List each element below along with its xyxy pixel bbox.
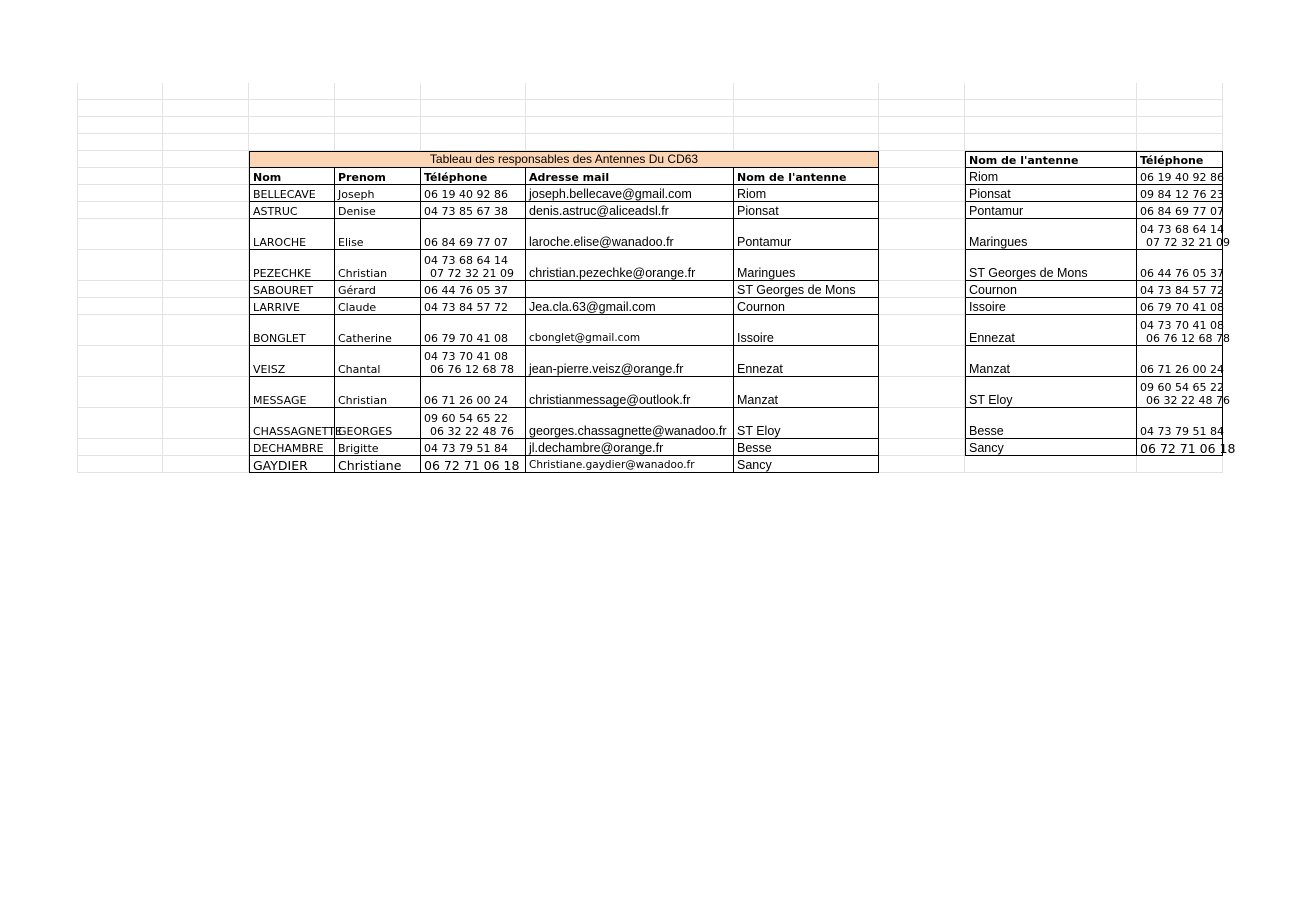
empty-cell[interactable] [163, 83, 249, 100]
cell-text: Issoire [969, 300, 1006, 314]
empty-cell[interactable] [77, 439, 163, 456]
mail-cell[interactable] [526, 298, 734, 315]
mail-cell[interactable] [526, 315, 734, 346]
empty-cell[interactable] [163, 250, 249, 281]
phone-number: 06 71 26 00 24 [1140, 363, 1224, 376]
phone-number: 09 60 54 65 22 [1140, 381, 1224, 394]
antenne-cell[interactable] [734, 202, 879, 219]
mail-cell[interactable] [526, 439, 734, 456]
prenom-cell[interactable] [335, 202, 421, 219]
table-row [77, 185, 1223, 202]
phone-number: 04 73 84 57 72 [1140, 284, 1224, 297]
phone-number: 07 72 32 21 09 [430, 267, 514, 280]
empty-cell[interactable] [163, 456, 249, 473]
empty-cell[interactable] [77, 250, 163, 281]
cell-text: LAROCHE [253, 236, 307, 249]
nom-cell[interactable] [249, 298, 335, 315]
cell-text: Maringues [737, 266, 796, 280]
side-telephone-cell[interactable] [1137, 377, 1230, 408]
table-row [77, 315, 1230, 346]
empty-cell[interactable] [965, 83, 1137, 100]
cell-text: VEISZ [253, 363, 286, 376]
cell-text: Jea.cla.63@gmail.com [529, 300, 656, 314]
cell-text: Claude [338, 301, 377, 314]
empty-cell[interactable] [734, 134, 879, 151]
cell-text: Pontamur [737, 235, 792, 249]
empty-cell[interactable] [421, 134, 526, 151]
cell-text: Manzat [969, 362, 1010, 376]
cell-text: MESSAGE [253, 394, 307, 407]
cell-text: Issoire [737, 331, 774, 345]
phone-number: 06 72 71 06 18 [424, 458, 520, 473]
empty-cell[interactable] [421, 117, 526, 134]
empty-cell[interactable] [879, 151, 965, 168]
mail-cell[interactable] [526, 185, 734, 202]
empty-cell[interactable] [879, 315, 965, 346]
phone-number: 04 73 79 51 84 [424, 442, 508, 455]
empty-cell[interactable] [1137, 117, 1223, 134]
cell-text: Cournon [969, 283, 1017, 297]
empty-cell[interactable] [421, 100, 526, 117]
phone-number: 06 19 40 92 86 [424, 188, 508, 201]
cell-text: Téléphone [424, 171, 488, 184]
side-antenne-cell[interactable] [965, 346, 1137, 377]
side-telephone-cell[interactable] [1137, 168, 1223, 185]
side-header-telephone[interactable] [1137, 151, 1223, 168]
empty-cell[interactable] [163, 219, 249, 250]
mail-header[interactable] [526, 168, 734, 185]
table-row [77, 456, 1223, 473]
cell-text: ST Georges de Mons [969, 266, 1088, 280]
cell-text: BONGLET [253, 332, 306, 345]
table-row [77, 250, 1223, 281]
empty-cell[interactable] [879, 408, 965, 439]
cell-text: denis.astruc@aliceadsl.fr [529, 204, 669, 218]
cell-text: Nom de l'antenne [969, 154, 1079, 167]
table-row [77, 377, 1230, 408]
side-antenne-cell[interactable] [965, 439, 1137, 456]
telephone-header[interactable] [421, 168, 526, 185]
cell-text: Besse [737, 441, 772, 455]
cell-text: Riom [969, 170, 999, 184]
phone-number: 06 79 70 41 08 [1140, 301, 1224, 314]
side-telephone-cell[interactable] [1137, 298, 1223, 315]
cell-text: Ennezat [969, 331, 1015, 345]
side-telephone-cell[interactable] [1137, 281, 1223, 298]
cell-text: Cournon [737, 300, 785, 314]
nom-cell[interactable] [249, 202, 335, 219]
cell-text: Tableau des responsables des Antennes Du CD63 [429, 152, 699, 166]
empty-cell[interactable] [965, 100, 1137, 117]
empty-cell[interactable] [163, 439, 249, 456]
table-row [77, 408, 1223, 439]
blank-row [77, 117, 1223, 134]
mail-cell[interactable] [526, 346, 734, 377]
cell-text: Pionsat [737, 204, 779, 218]
cell-text: Denise [338, 205, 376, 218]
cell-text: Christian [338, 394, 388, 407]
side-telephone-cell[interactable] [1137, 439, 1236, 456]
phone-number: 06 76 12 68 78 [430, 363, 514, 376]
empty-cell[interactable] [335, 100, 421, 117]
mail-cell[interactable] [526, 408, 734, 439]
phone-number: 04 73 68 64 14 [424, 254, 508, 267]
phone-number: 04 73 84 57 72 [424, 301, 508, 314]
empty-cell[interactable] [163, 202, 249, 219]
empty-cell[interactable] [734, 117, 879, 134]
empty-cell[interactable] [77, 377, 163, 408]
side-telephone-cell[interactable] [1137, 408, 1223, 439]
empty-cell[interactable] [249, 83, 335, 100]
cell-text: ST Eloy [737, 424, 781, 438]
empty-cell[interactable] [163, 315, 249, 346]
cell-text: cbonglet@gmail.com [529, 332, 641, 344]
nom-header[interactable] [249, 168, 335, 185]
empty-cell[interactable] [249, 100, 335, 117]
blank-row [77, 100, 1223, 117]
cell-text: jean-pierre.veisz@orange.fr [529, 362, 684, 376]
cell-text: SABOURET [253, 284, 314, 297]
side-telephone-cell[interactable] [1137, 219, 1230, 250]
antenne-header[interactable] [734, 168, 879, 185]
cell-text: Sancy [969, 441, 1004, 455]
side-antenne-cell[interactable] [965, 219, 1137, 250]
empty-cell[interactable] [965, 117, 1137, 134]
empty-cell[interactable] [77, 298, 163, 315]
empty-cell[interactable] [77, 117, 163, 134]
empty-cell[interactable] [335, 117, 421, 134]
phone-number: 09 60 54 65 22 [424, 412, 508, 425]
antenne-cell[interactable] [734, 439, 879, 456]
empty-cell[interactable] [163, 408, 249, 439]
cell-text: jl.dechambre@orange.fr [529, 441, 664, 455]
antenne-cell[interactable] [734, 219, 879, 250]
prenom-cell[interactable] [335, 439, 421, 456]
side-telephone-cell[interactable] [1137, 346, 1223, 377]
antenne-cell[interactable] [734, 298, 879, 315]
cell-text: christian.pezechke@orange.fr [529, 266, 696, 280]
mail-cell[interactable] [526, 377, 734, 408]
empty-cell[interactable] [1137, 83, 1223, 100]
telephone-cell[interactable] [421, 250, 526, 281]
cell-text: Téléphone [1140, 154, 1204, 167]
side-telephone-cell[interactable] [1137, 315, 1230, 346]
phone-number: 06 76 12 68 78 [1146, 332, 1230, 345]
side-telephone-cell[interactable] [1137, 250, 1223, 281]
phone-number: 04 73 79 51 84 [1140, 425, 1224, 438]
prenom-header[interactable] [335, 168, 421, 185]
empty-cell[interactable] [77, 100, 163, 117]
cell-text: Nom de l'antenne [737, 171, 847, 184]
phone-number: 06 79 70 41 08 [424, 332, 508, 345]
cell-text: DECHAMBRE [253, 442, 324, 455]
cell-text: laroche.elise@wanadoo.fr [529, 235, 674, 249]
empty-cell[interactable] [77, 219, 163, 250]
nom-cell[interactable] [249, 315, 335, 346]
empty-cell[interactable] [77, 202, 163, 219]
table-row [77, 219, 1230, 250]
antenne-cell[interactable] [734, 456, 879, 473]
cell-text: ASTRUC [253, 205, 298, 218]
empty-cell[interactable] [879, 168, 965, 185]
empty-cell[interactable] [77, 456, 163, 473]
prenom-cell[interactable] [335, 281, 421, 298]
empty-cell[interactable] [1137, 456, 1223, 473]
cell-text: Ennezat [737, 362, 783, 376]
empty-cell[interactable] [163, 185, 249, 202]
empty-cell[interactable] [163, 117, 249, 134]
cell-text: Christian [338, 267, 388, 280]
telephone-cell[interactable] [421, 281, 526, 298]
cell-text: Elise [338, 236, 364, 249]
empty-cell[interactable] [526, 100, 734, 117]
cell-text: GEORGES [338, 425, 393, 438]
empty-cell[interactable] [1137, 134, 1223, 151]
cell-text: Christiane.gaydier@wanadoo.fr [529, 459, 695, 471]
cell-text: joseph.bellecave@gmail.com [529, 187, 692, 201]
empty-cell[interactable] [77, 83, 163, 100]
nom-cell[interactable] [249, 408, 342, 439]
telephone-cell[interactable] [421, 408, 526, 439]
mail-cell[interactable] [526, 219, 734, 250]
nom-cell[interactable] [249, 250, 335, 281]
empty-cell[interactable] [249, 134, 335, 151]
empty-cell[interactable] [879, 202, 965, 219]
side-antenne-cell[interactable] [965, 408, 1137, 439]
empty-cell[interactable] [879, 346, 965, 377]
phone-number: 06 71 26 00 24 [424, 394, 508, 407]
telephone-cell[interactable] [421, 202, 526, 219]
phone-number: 09 84 12 76 23 [1140, 188, 1224, 201]
cell-text: BELLECAVE [253, 188, 316, 201]
cell-text: Chantal [338, 363, 381, 376]
phone-number: 06 19 40 92 86 [1140, 171, 1224, 184]
prenom-cell[interactable] [335, 185, 421, 202]
side-telephone-cell[interactable] [1137, 202, 1223, 219]
phone-number: 04 73 68 64 14 [1140, 223, 1224, 236]
cell-text: Manzat [737, 393, 778, 407]
mail-cell[interactable] [526, 202, 734, 219]
antenne-cell[interactable] [734, 408, 879, 439]
telephone-cell[interactable] [421, 377, 526, 408]
phone-number: 06 44 76 05 37 [424, 284, 508, 297]
side-antenne-cell[interactable] [965, 168, 1137, 185]
cell-text: Maringues [969, 235, 1028, 249]
table-row [77, 281, 1223, 298]
cell-text: ST Georges de Mons [737, 283, 856, 297]
mail-cell[interactable] [526, 456, 734, 473]
empty-cell[interactable] [965, 134, 1137, 151]
empty-cell[interactable] [163, 346, 249, 377]
cell-text: Pontamur [969, 204, 1024, 218]
cell-text: PEZECHKE [253, 267, 312, 280]
empty-cell[interactable] [879, 117, 965, 134]
antenne-cell[interactable] [734, 185, 879, 202]
empty-cell[interactable] [734, 83, 879, 100]
empty-cell[interactable] [879, 100, 965, 117]
empty-cell[interactable] [163, 151, 249, 168]
phone-number: 06 84 69 77 07 [424, 236, 508, 249]
table-row [77, 202, 1223, 219]
antenne-cell[interactable] [734, 281, 879, 298]
table-row [77, 346, 1223, 377]
empty-cell[interactable] [77, 185, 163, 202]
cell-text: Besse [969, 424, 1004, 438]
empty-cell[interactable] [1137, 100, 1223, 117]
mail-cell[interactable] [526, 281, 734, 298]
nom-cell[interactable] [249, 456, 335, 473]
side-telephone-cell[interactable] [1137, 185, 1223, 202]
side-antenne-cell[interactable] [965, 281, 1137, 298]
nom-cell[interactable] [249, 439, 335, 456]
side-antenne-cell[interactable] [965, 298, 1137, 315]
empty-cell[interactable] [526, 83, 734, 100]
mail-cell[interactable] [526, 250, 734, 281]
prenom-cell[interactable] [335, 456, 421, 473]
empty-cell[interactable] [163, 100, 249, 117]
cell-text: CHASSAGNETTE [253, 425, 342, 438]
empty-cell[interactable] [77, 134, 163, 151]
empty-cell[interactable] [734, 100, 879, 117]
empty-cell[interactable] [879, 134, 965, 151]
prenom-cell[interactable] [335, 346, 421, 377]
empty-cell[interactable] [879, 439, 965, 456]
prenom-cell[interactable] [335, 219, 421, 250]
prenom-cell[interactable] [335, 315, 421, 346]
cell-text: Riom [737, 187, 767, 201]
cell-text: ST Eloy [969, 393, 1013, 407]
side-header-antenne[interactable] [965, 151, 1137, 168]
cell-text: Gérard [338, 284, 376, 297]
empty-cell[interactable] [249, 117, 335, 134]
blank-row [77, 83, 1223, 100]
side-antenne-cell[interactable] [965, 315, 1137, 346]
cell-text: Nom [253, 171, 282, 184]
empty-cell[interactable] [965, 456, 1137, 473]
antenne-cell[interactable] [734, 377, 879, 408]
side-antenne-cell[interactable] [965, 185, 1137, 202]
blank-row [77, 134, 1223, 151]
empty-cell[interactable] [77, 151, 163, 168]
phone-number: 07 72 32 21 09 [1146, 236, 1230, 249]
telephone-cell[interactable] [421, 456, 526, 473]
empty-cell[interactable] [879, 250, 965, 281]
prenom-cell[interactable] [335, 250, 421, 281]
empty-cell[interactable] [77, 346, 163, 377]
antenne-cell[interactable] [734, 346, 879, 377]
phone-number: 06 84 69 77 07 [1140, 205, 1224, 218]
telephone-cell[interactable] [421, 315, 526, 346]
empty-cell[interactable] [526, 117, 734, 134]
empty-cell[interactable] [77, 168, 163, 185]
side-antenne-cell[interactable] [965, 202, 1137, 219]
cell-text: Brigitte [338, 442, 379, 455]
phone-number: 06 32 22 48 76 [430, 425, 514, 438]
empty-cell[interactable] [163, 134, 249, 151]
nom-cell[interactable] [249, 185, 335, 202]
prenom-cell[interactable] [335, 298, 421, 315]
empty-cell[interactable] [77, 408, 163, 439]
cell-text: GAYDIER [253, 458, 308, 473]
cell-text: christianmessage@outlook.fr [529, 393, 691, 407]
phone-number: 04 73 70 41 08 [1140, 319, 1224, 332]
title-row [77, 151, 1223, 168]
empty-cell[interactable] [879, 185, 965, 202]
side-antenne-cell[interactable] [965, 250, 1137, 281]
main-table-title[interactable] [249, 151, 879, 168]
empty-cell[interactable] [879, 281, 965, 298]
table-row [77, 439, 1236, 456]
phone-number: 04 73 70 41 08 [424, 350, 508, 363]
empty-cell[interactable] [335, 134, 421, 151]
header-row [77, 168, 1223, 185]
antenne-cell[interactable] [734, 315, 879, 346]
cell-text: Joseph [338, 188, 375, 201]
nom-cell[interactable] [249, 219, 335, 250]
empty-cell[interactable] [879, 456, 965, 473]
empty-cell[interactable] [163, 298, 249, 315]
cell-text: Christiane [338, 458, 402, 473]
cell-text: Sancy [737, 458, 772, 472]
empty-cell[interactable] [77, 281, 163, 298]
cell-text: Adresse mail [529, 171, 610, 184]
cell-text: Catherine [338, 332, 392, 345]
antenne-cell[interactable] [734, 250, 879, 281]
empty-cell[interactable] [879, 219, 965, 250]
empty-cell[interactable] [163, 168, 249, 185]
phone-number: 06 32 22 48 76 [1146, 394, 1230, 407]
telephone-cell[interactable] [421, 439, 526, 456]
prenom-cell[interactable] [335, 377, 421, 408]
prenom-cell[interactable] [335, 408, 421, 439]
empty-cell[interactable] [163, 377, 249, 408]
empty-cell[interactable] [879, 83, 965, 100]
phone-number: 06 44 76 05 37 [1140, 267, 1224, 280]
phone-number: 06 72 71 06 18 [1140, 441, 1236, 456]
nom-cell[interactable] [249, 281, 335, 298]
nom-cell[interactable] [249, 346, 335, 377]
empty-cell[interactable] [879, 298, 965, 315]
telephone-cell[interactable] [421, 346, 526, 377]
nom-cell[interactable] [249, 377, 335, 408]
empty-cell[interactable] [526, 134, 734, 151]
phone-number: 04 73 85 67 38 [424, 205, 508, 218]
cell-text: Prenom [338, 171, 386, 184]
empty-cell[interactable] [77, 315, 163, 346]
cell-text: georges.chassagnette@wanadoo.fr [529, 424, 727, 438]
cell-text: Pionsat [969, 187, 1011, 201]
telephone-cell[interactable] [421, 298, 526, 315]
table-row [77, 298, 1223, 315]
empty-cell[interactable] [421, 83, 526, 100]
empty-cell[interactable] [879, 377, 965, 408]
cell-text: LARRIVE [253, 301, 300, 314]
side-antenne-cell[interactable] [965, 377, 1137, 408]
empty-cell[interactable] [163, 281, 249, 298]
telephone-cell[interactable] [421, 185, 526, 202]
empty-cell[interactable] [335, 83, 421, 100]
telephone-cell[interactable] [421, 219, 526, 250]
